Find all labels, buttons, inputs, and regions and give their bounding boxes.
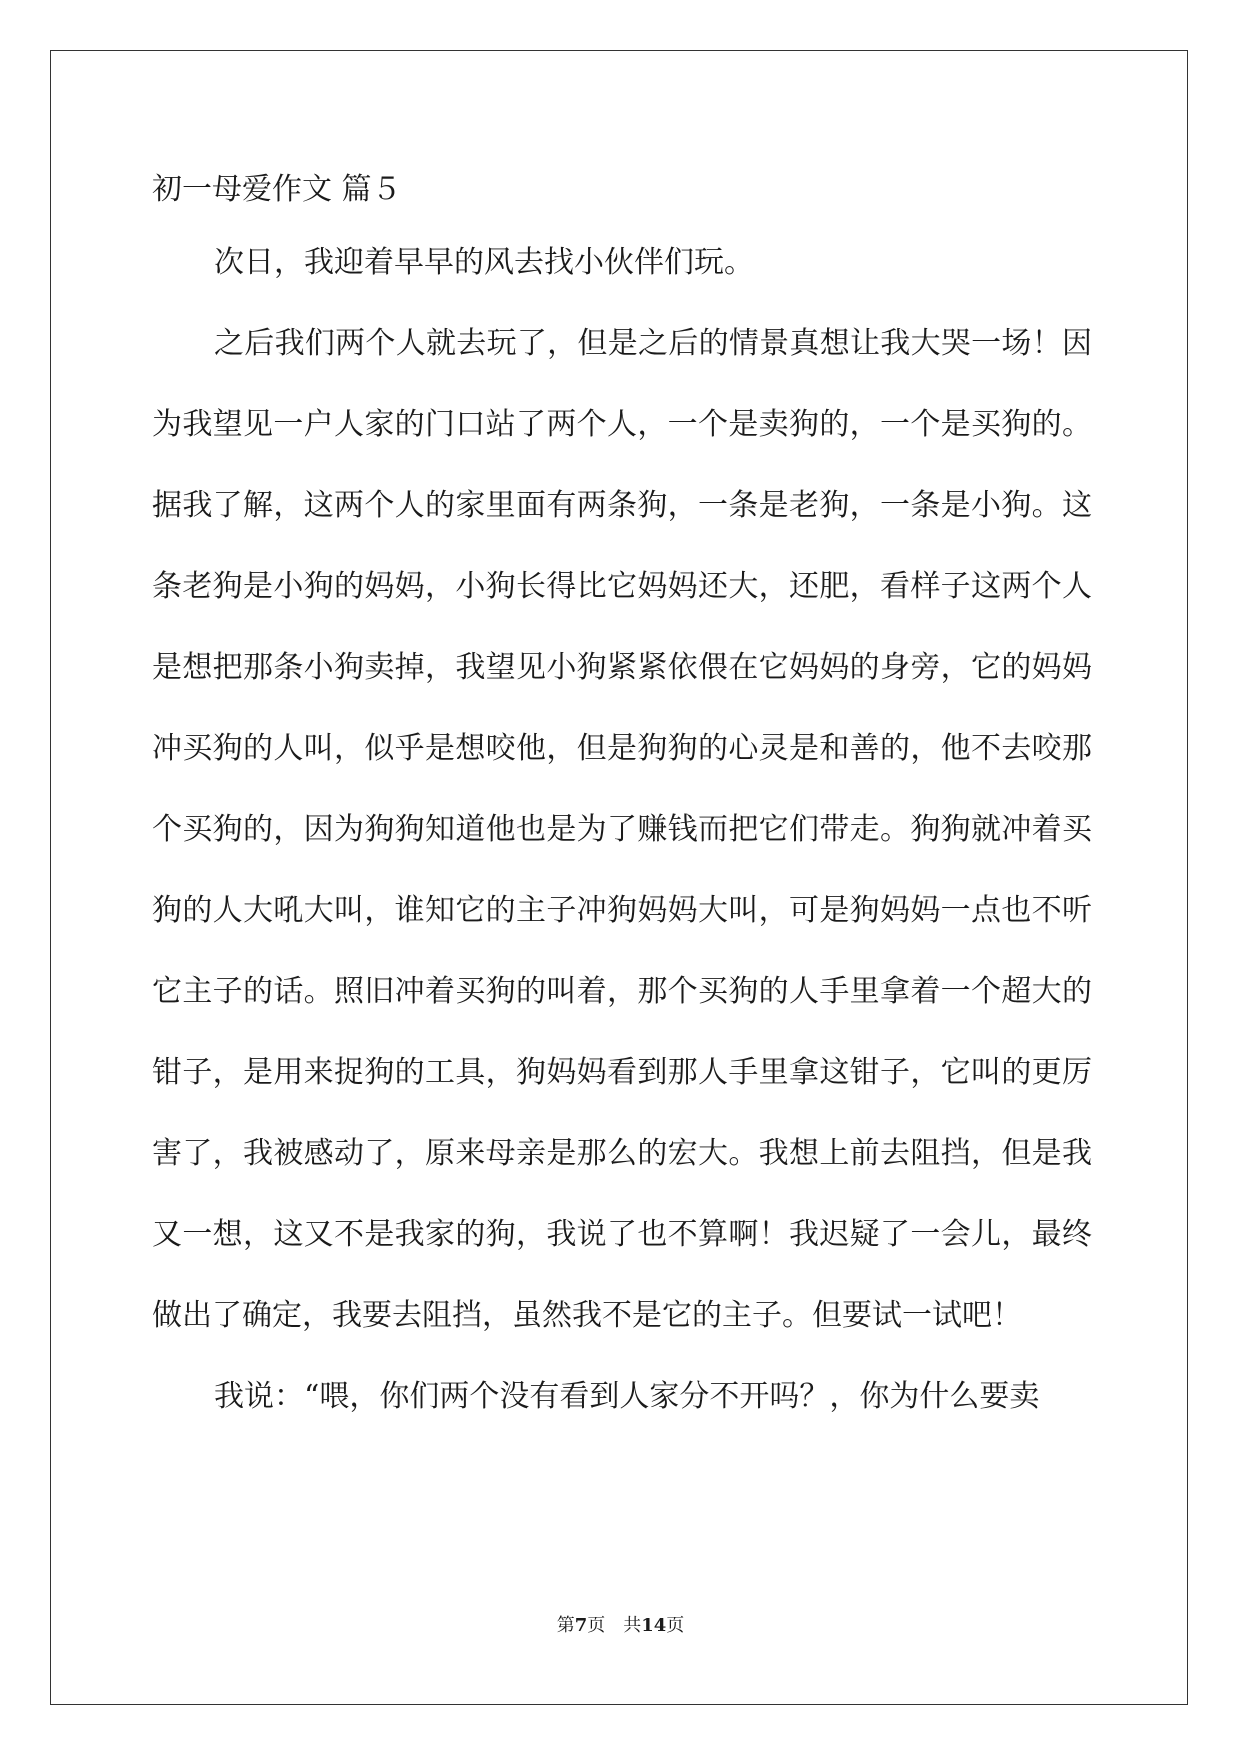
- paragraph-2: 之后我们两个人就去玩了，但是之后的情景真想让我大哭一场！因为我望见一户人家的门口站了两个人，一个是卖狗的，一个是买狗的。据我了解，这两个人的家里面有两条狗，一条是老狗，一条是小狗。这条老狗是小狗的妈妈，小狗长得比它妈妈还大，还肥，看样子这两个人是想把那条小狗卖掉，我望见小狗紧紧依偎在它妈妈的身旁，它的妈妈冲买狗的人叫，似乎是想咬他，但是狗狗的心灵是和善的，他不去咬那个买狗的，因为狗狗知道他也是为了赚钱而把它们带走。狗狗就冲着买狗的人大吼大叫，谁知它的主子冲狗妈妈大叫，可是狗妈妈一点也不听它主子的话。照旧冲着买狗的叫着，那个买狗的人手里拿着一个超大的钳子，是用来捉狗的工具，狗妈妈看到那人手里拿这钳子，它叫的更厉害了，我被感动了，原来母亲是那么的宏大。我想上前去阻挡，但是我又一想，这又不是我家的狗，我说了也不算啊！我迟疑了一会儿，最终做出了确定，我要去阻挡，虽然我不是它的主子。但要试一试吧！: [152, 326, 1092, 1333]
- total-page-count: 14: [641, 1615, 667, 1636]
- footer-suffix: 页: [666, 1615, 685, 1636]
- current-page-number: 7: [574, 1615, 588, 1636]
- paragraph-3: 我说：“喂，你们两个没有看到人家分不开吗？，你为什么要卖: [214, 1379, 1040, 1414]
- page-footer: [0, 1614, 1241, 1638]
- document-title: 初一母爱作文 篇５: [152, 172, 402, 207]
- paragraph-1: 次日，我迎着早早的风去找小伙伴们玩。: [214, 245, 754, 280]
- document-body: [152, 222, 1092, 1437]
- footer-prefix: 第: [556, 1615, 575, 1636]
- footer-middle: 页 共: [587, 1615, 642, 1636]
